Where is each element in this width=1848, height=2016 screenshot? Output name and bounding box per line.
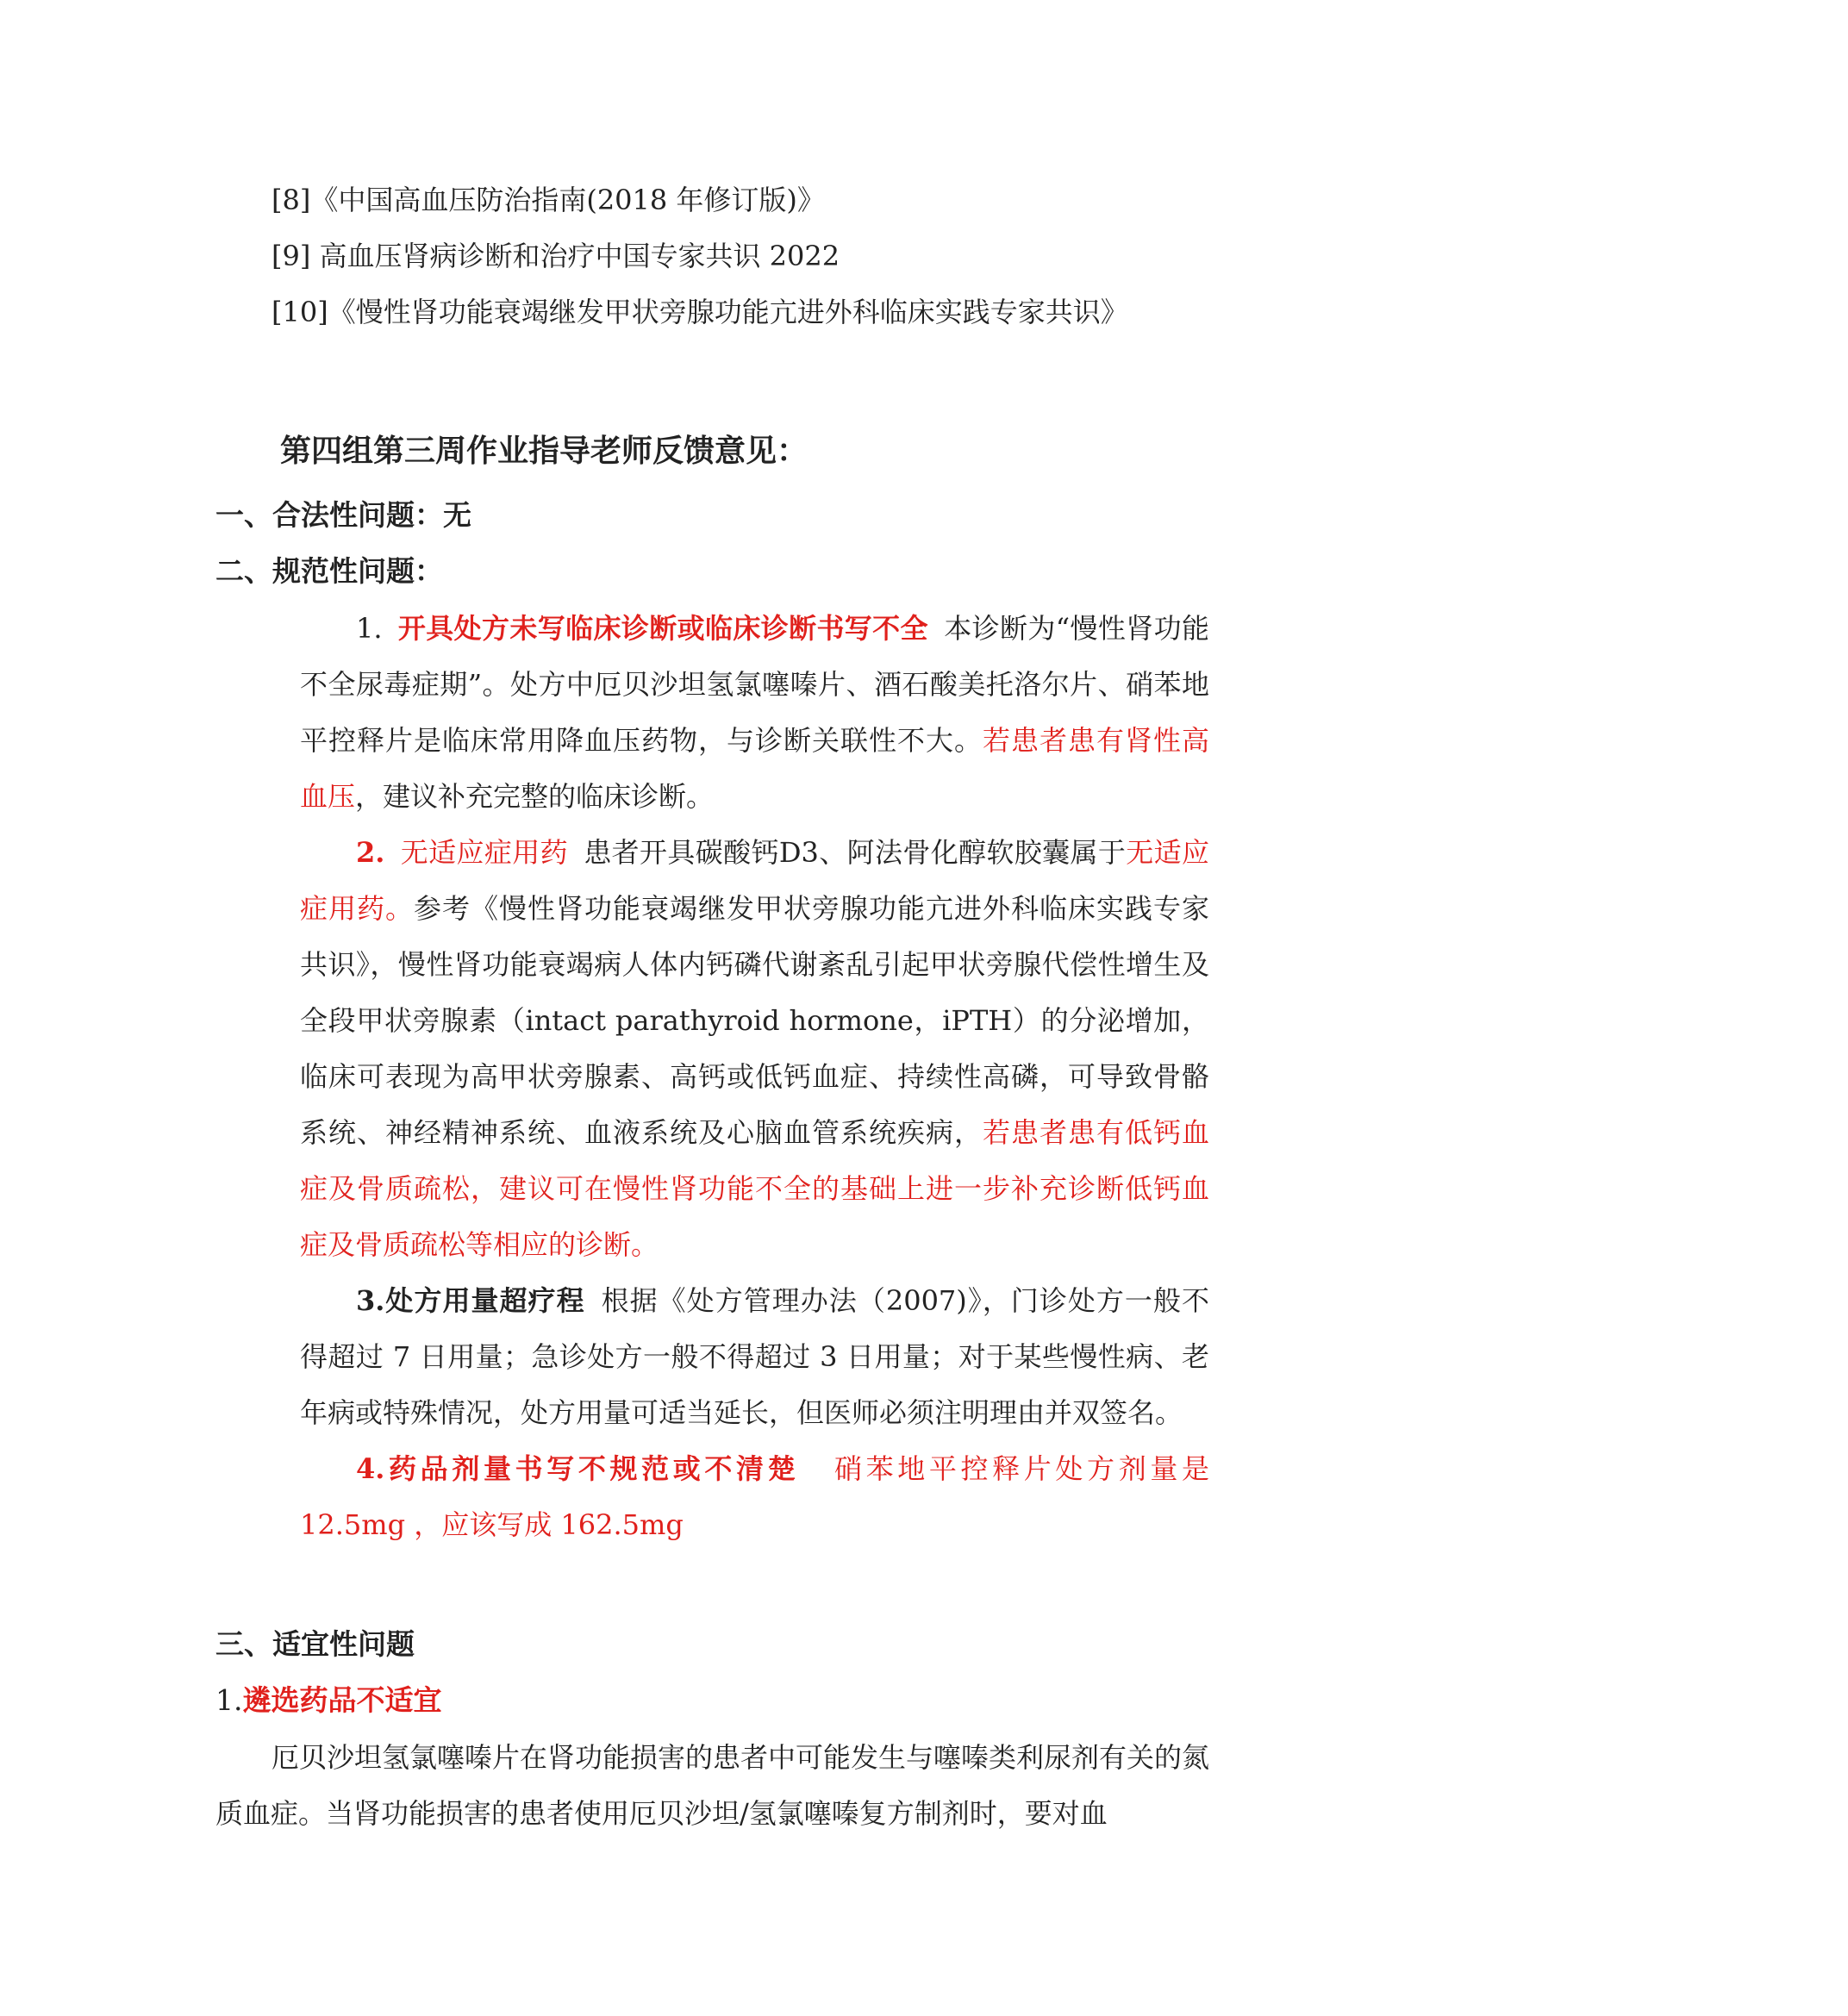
item-2-highlight-1: 无适应症用药。 xyxy=(300,836,1209,925)
section-appropriateness-heading: 三、适宜性问题 xyxy=(215,1627,415,1661)
item-1-text: 本诊断为“慢性肾功能不全尿毒症期”。处方中厄贝沙坦氢氯噻嗪片、酒石酸美托洛尔片、硝苯地平控释片是临床常用降血压药物，与诊断关联性不大。 xyxy=(300,612,1209,757)
item-4-text: 硝苯地平控释片处方剂量是 12.5mg ，应该写成 162.5mg xyxy=(300,1452,1209,1541)
item-2-text-2: 参考《慢性肾功能衰竭继发甲状旁腺功能亢进外科临床实践专家共识》，慢性肾功能衰竭病人体内钙磷代谢紊乱引起甲状旁腺代偿性增生及全段甲状旁腺素（intact parathyroid hormone，iPTH）的分泌增加，临床可表现为高甲状旁腺素、高钙或低钙血症、持续性高磷，可导致骨骼系统、神经精神系统、血液系统及心脑血管系统疾病， xyxy=(300,892,1209,1149)
sub-item-1-heading xyxy=(215,1683,442,1718)
item-3-paragraph xyxy=(300,1273,1209,1441)
item-3-number: 3. xyxy=(356,1284,385,1317)
item-4-paragraph xyxy=(300,1441,1209,1553)
item-3-title: 处方用量超疗程 xyxy=(384,1284,585,1317)
item-1-title: 开具处方未写临床诊断或临床诊断书写不全 xyxy=(397,612,928,645)
section-standardization-heading: 二、规范性问题： xyxy=(215,554,443,588)
item-2-title: 无适应症用药 xyxy=(400,836,568,869)
item-1-paragraph xyxy=(300,601,1209,825)
item-1-number: 1. xyxy=(356,612,383,645)
item-2-highlight-2: 若患者患有低钙血症及骨质疏松，建议可在慢性肾功能不全的基础上进一步补充诊断低钙血症及骨质疏松等相应的诊断。 xyxy=(300,1116,1209,1261)
item-3-text: 根据《处方管理办法（2007)》，门诊处方一般不得超过 7 日用量；急诊处方一般不得超过 3 日用量；对于某些慢性病、老年病或特殊情况，处方用量可适当延长，但医师必须注明理由并双签名。 xyxy=(300,1284,1209,1429)
sub-item-1-number: 1. xyxy=(215,1683,243,1717)
item-1-tail: ，建议补充完整的临床诊断。 xyxy=(355,780,715,813)
reference-10: [10]《慢性肾功能衰竭继发甲状旁腺功能亢进外科临床实践专家共识》 xyxy=(272,296,1128,328)
reference-8: [8]《中国高血压防治指南(2018 年修订版)》 xyxy=(272,184,825,216)
closing-paragraph: 厄贝沙坦氢氯噻嗪片在肾功能损害的患者中可能发生与噻嗪类利尿剂有关的氮质血症。当肾功能损害的患者使用厄贝沙坦/氢氯噻嗪复方制剂时，要对血 xyxy=(215,1741,1210,1830)
section-legality-heading: 一、合法性问题：无 xyxy=(215,498,471,532)
item-4-number: 4. xyxy=(356,1452,385,1485)
sub-item-1-title: 遴选药品不适宜 xyxy=(242,1683,442,1717)
item-2-text-1: 患者开具碳酸钙D3、阿法骨化醇软胶囊属于 xyxy=(583,836,1127,869)
item-2-number: 2. xyxy=(356,836,385,869)
reference-9: [9] 高血压肾病诊断和治疗中国专家共识 2022 xyxy=(272,240,840,272)
item-1-highlight: 若患者患有肾性高血压 xyxy=(300,724,1209,813)
item-4-title: 药品剂量书写不规范或不清楚 xyxy=(384,1452,800,1485)
feedback-title: 第四组第三周作业指导老师反馈意见： xyxy=(280,433,808,469)
item-2-paragraph xyxy=(300,825,1209,1273)
